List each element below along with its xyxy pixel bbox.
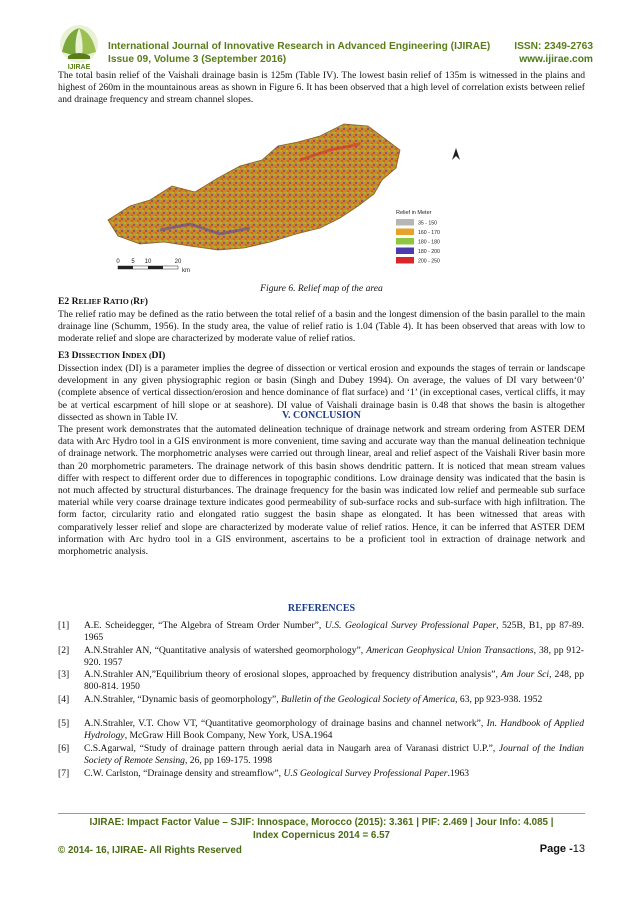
scale-label: 20 (174, 259, 182, 265)
journal-meta (509, 40, 593, 66)
basin-shape (108, 124, 400, 250)
reference-text: A.N.Strahler, V.T. Chow VT, “Quantitative geomorphology of drainage basins and channel network”, In. Handbook of Applied Hydrology, McGraw Hill Book Company, New York, USA.1964 (84, 718, 584, 742)
reference-source: Am Jour Sci (500, 669, 550, 680)
issn: ISSN: 2349-2763 (514, 41, 593, 52)
section-heading-e2: E2 RELIEF RATIO (RF) (58, 296, 148, 307)
reference-number: [2] (58, 645, 70, 656)
legend-swatch (396, 219, 414, 226)
svg-text:IJIRAE: IJIRAE (67, 64, 91, 71)
map-legend (396, 210, 440, 265)
journal-logo (54, 22, 104, 72)
reference-number: [3] (58, 669, 70, 680)
reference-text: C.W. Carlston, “Drainage density and streamflow”, U.S Geological Survey Professional Paper.1963 (84, 768, 470, 779)
scale-unit: km (182, 268, 190, 274)
journal-title: International Journal of Innovative Research in Advanced Engineering (IJIRAE) (108, 41, 491, 52)
scale-label: 0 (116, 259, 120, 265)
legend-swatch (396, 229, 414, 236)
reference-text: A.N.Strahler AN,”Equilibrium theory of erosional slopes, approached by frequency distribution analysis”, Am Jour Sci, 248, pp 800-814. 1950 (84, 669, 584, 693)
reference-number: [6] (58, 743, 70, 754)
intro-paragraph: The total basin relief of the Vaishali drainage basin is 125m (Table IV). The lowest basin relief of 135m is witnessed in the plains and highest of 260m in the mountainous areas as shown in Figure 6. It has been observed that a high level of correlation exists between relief and drainage frequency and stream channel slopes. (58, 70, 585, 106)
legend-label: 35 - 150 (418, 220, 438, 227)
journal-issue: Issue 09, Volume 3 (September 2016) (108, 54, 287, 65)
legend-label: 180 - 180 (418, 239, 440, 246)
reference-text: A.N.Strahler AN, “Quantitative analysis of watershed geomorphology”, American Geophysical Union Transactions, 38, pp 912-920. 1957 (84, 645, 585, 669)
journal-header (108, 40, 490, 66)
legend-label: 180 - 200 (418, 249, 440, 255)
conclusion-paragraph: The present work demonstrates that the automated delineation technique of drainage network and stream ordering from ASTER DEM data with Arc Hydro tool in a GIS environment is more convenient, time saving and accurate way than the manual delineation technique of drainage network. The morphometric analyses were carried out through linear, areal and relief aspect of the Vaishali River basin more than 20 morphometric parameters. The drainage network of this basin shows dendritic pattern. It is noticed that mean stream values differ with respect to different order due to differences in topographic conditions. Low drainage density was indicated that the basin is not much affected by structural disturbances. The drainage frequency for the basin was indicated low relief and permeable sub surface material while very coarse drainage texture indicates good permeability of sub-surface rocks and sub-surface with high infiltration. The form factor, circularity ratio and elongated ratio suggest the basin shape as elongated. It has been witnessed that areas with comparatively lesser relief and slope are characterized by moderate value of relief ratios. Hence, it can be inferred that ASTER DEM information with Arc hydro tool in a GIS environment, ascertains to be a proficient tool in extraction of drainage network and morphometric analysis. (58, 424, 585, 558)
reference-number: [4] (58, 694, 70, 705)
reference-source: American Geophysical Union Transactions (366, 645, 534, 656)
scale-label: 10 (144, 259, 152, 265)
reference-source: Bulletin of the Geological Society of America (281, 694, 456, 705)
reference-source: In. Handbook of Applied Hydrology (84, 718, 584, 742)
reference-source: Journal of the Indian Society of Remote Sensing (84, 743, 584, 767)
legend-swatch (396, 248, 414, 255)
relief-ratio-paragraph: The relief ratio may be defined as the ratio between the total relief of a basin and the longest dimension of the basin parallel to the main drainage line (Schumm, 1956). In the study area, the value of relief ratio is 1.04 (Table 4). It has been observed that areas with low to moderate relief and slope are characterized by moderate value of relief ratios. (58, 309, 585, 345)
journal-url[interactable]: www.ijirae.com (519, 54, 593, 65)
figure-caption: Figure 6. Relief map of the area (260, 283, 383, 294)
conclusion-heading: V. CONCLUSION (282, 410, 361, 421)
reference-text: A.N.Strahler, “Dynamic basis of geomorphology”, Bulletin of the Geological Society of America, 63, pp 923-938. 1952 (84, 694, 543, 705)
reference-source: U.S. Geological Survey Professional Paper (324, 620, 497, 631)
scale-bar (116, 259, 190, 274)
reference-list (58, 620, 585, 786)
references-heading: REFERENCES (287, 603, 356, 614)
dissection-index-paragraph: Dissection index (DI) is a parameter implies the degree of dissection or vertical erosion and expounds the stages of terrain or landscape development in any given physiographic region or basin (Singh and Dubey 1994). On average, the values of DI vary between‘0’ (complete absence of vertical dissection/erosion and hence dominance of flat surface) and ‘1’ (in exceptional cases, vertical cliffs, it may be at vertical escarpment of hill slope or at seashore). DI value of Vaishali drainage basin is 0.48 that shows the basin is altogether dissected as shown in Table IV. (58, 363, 585, 423)
north-arrow-icon (452, 148, 460, 160)
page-number: Page -13 (539, 843, 585, 855)
legend-label: 200 - 250 (418, 258, 440, 265)
reference-text: A.E. Scheidegger, “The Algebra of Stream Order Number”, U.S. Geological Survey Professional Paper, 525B, B1, pp 87-89. 1965 (84, 620, 584, 644)
relief-map-figure (100, 120, 500, 288)
section-heading-e3: E3 DISSECTION INDEX (DI) (58, 350, 166, 361)
footer-impact-line: IJIRAE: Impact Factor Value – SJIF: Innospace, Morocco (2015): 3.361 | PIF: 2.469 | Jour Info: 4.085 | (89, 817, 554, 828)
reference-number: [5] (58, 718, 70, 729)
copyright: © 2014- 16, IJIRAE- All Rights Reserved (58, 845, 242, 856)
legend-title: Relief in Meter (396, 210, 432, 216)
reference-source: U.S Geological Survey Professional Paper (283, 768, 448, 779)
footer-index-line: Index Copernicus 2014 = 6.57 (253, 830, 390, 841)
scale-label: 5 (131, 259, 135, 265)
legend-swatch (396, 238, 414, 245)
legend-label: 160 - 170 (418, 230, 440, 236)
reference-number: [7] (58, 768, 70, 779)
reference-text: C.S.Agarwal, “Study of drainage pattern through aerial data in Naugarh area of Varanasi district U.P.”, Journal of the Indian Society of Remote Sensing, 26, pp 169-175. 1998 (84, 743, 584, 767)
legend-swatch (396, 257, 414, 264)
footer-divider (58, 813, 585, 814)
reference-number: [1] (58, 620, 70, 631)
